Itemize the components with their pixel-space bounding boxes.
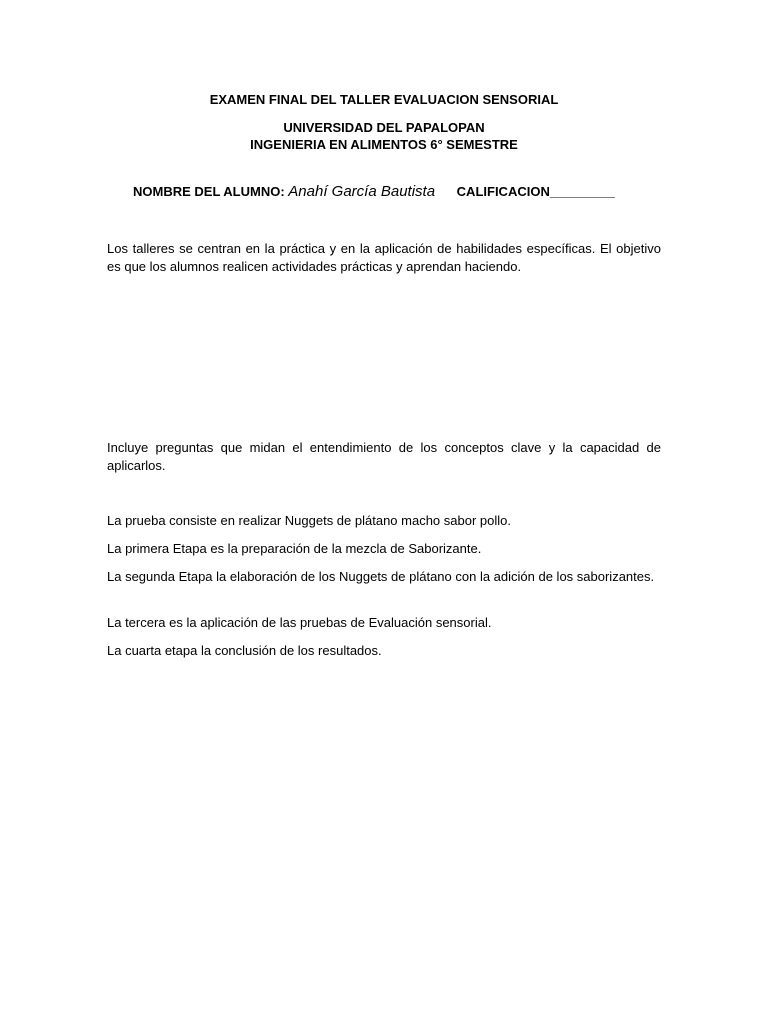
stage-1-paragraph: La primera Etapa es la preparación de la mezcla de Saborizante. — [107, 541, 482, 556]
student-name-label: NOMBRE DEL ALUMNO: — [133, 184, 285, 199]
student-info-line — [133, 182, 615, 202]
grade-label: CALIFICACION_________ — [456, 184, 615, 199]
intro-paragraph: Los talleres se centran en la práctica y en la aplicación de habilidades específicas. El objetivo es que los alumnos realicen actividades prácticas y aprendan haciendo. — [107, 241, 661, 274]
stage-4-paragraph: La cuarta etapa la conclusión de los resultados. — [107, 643, 382, 658]
questions-paragraph: Incluye preguntas que midan el entendimiento de los conceptos clave y la capacidad de aplicarlos. — [107, 440, 661, 473]
university-name: UNIVERSIDAD DEL PAPALOPAN — [283, 120, 485, 135]
program-name: INGENIERIA EN ALIMENTOS 6° SEMESTRE — [250, 137, 518, 152]
stage-2-paragraph: La segunda Etapa la elaboración de los Nuggets de plátano con la adición de los saborizantes. — [107, 569, 655, 584]
stage-3-paragraph: La tercera es la aplicación de las pruebas de Evaluación sensorial. — [107, 615, 492, 630]
exam-title: EXAMEN FINAL DEL TALLER EVALUACION SENSORIAL — [209, 92, 559, 107]
student-name-value: Anahí García Bautista — [288, 183, 436, 200]
test-description-paragraph: La prueba consiste en realizar Nuggets de plátano macho sabor pollo. — [107, 513, 511, 528]
